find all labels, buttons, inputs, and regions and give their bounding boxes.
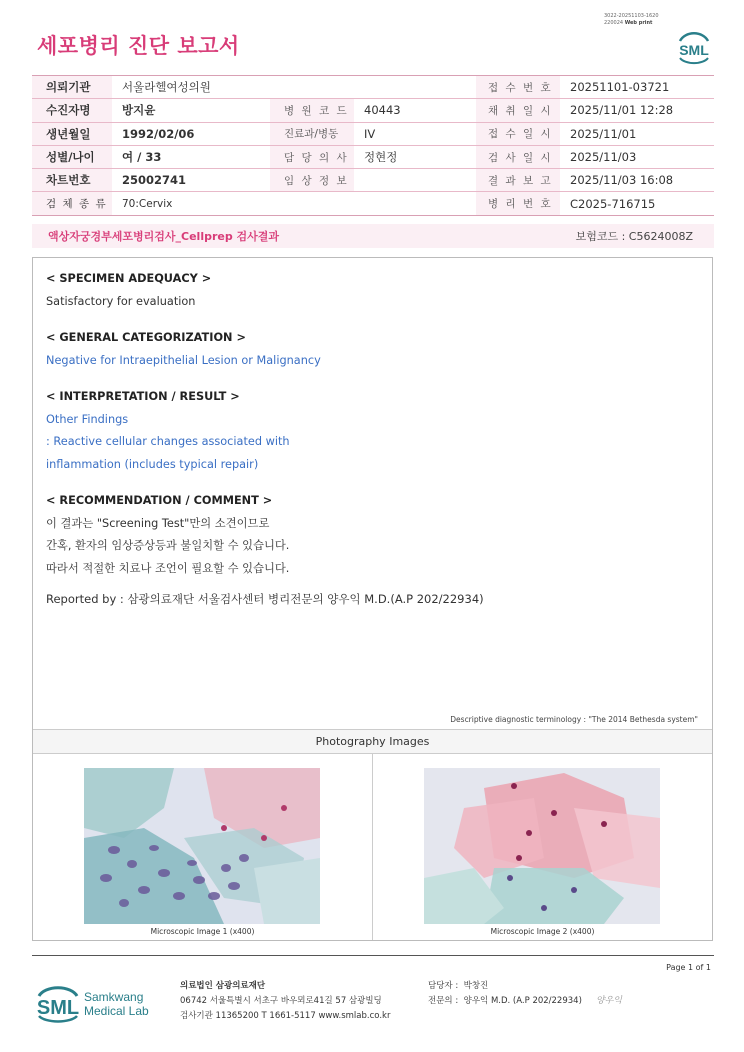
interpretation-line: inflammation (includes typical repair) [46, 457, 259, 471]
label: 수진자명 [32, 99, 112, 122]
microscopic-image-1 [84, 768, 320, 924]
svg-text:SML: SML [679, 42, 709, 58]
info-row [32, 169, 714, 192]
specimen-adequacy-text: Satisfactory for evaluation [46, 294, 196, 308]
svg-text:SML: SML [37, 997, 80, 1019]
signature: 양우익 [595, 996, 622, 1006]
exam-name: 액상자궁경부세포병리검사_Cellprep 검사결과 [48, 230, 280, 243]
org-contact: 검사기관 11365200 T 1661-5117 www.smlab.co.kr [180, 1011, 391, 1021]
value: C2025-716715 [560, 192, 714, 215]
photography-header: Photography Images [33, 729, 712, 754]
recommendation-line: 간혹, 환자의 임상증상등과 불일치할 수 있습니다. [46, 539, 290, 552]
value: 70:Cervix [112, 192, 476, 215]
recommendation-heading: < RECOMMENDATION / COMMENT > [46, 494, 273, 507]
sml-logo [674, 27, 714, 65]
specialist-label: 전문의 : [428, 996, 459, 1006]
label: 접 수 번 호 [476, 76, 560, 99]
value: 25002741 [112, 169, 270, 192]
general-categorization-heading: < GENERAL CATEGORIZATION > [46, 331, 246, 344]
interpretation-heading: < INTERPRETATION / RESULT > [46, 390, 240, 403]
footer-staff-info [428, 979, 622, 1009]
info-row [32, 99, 714, 122]
general-categorization-text: Negative for Intraepithelial Lesion or Malignancy [46, 353, 321, 367]
print-id: 3022-20251103-1620 220024 Web print [604, 13, 659, 26]
info-row [32, 122, 714, 145]
svg-text:Samkwang: Samkwang [84, 990, 144, 1004]
value: 정현정 [354, 145, 476, 168]
photo-divider [372, 754, 373, 940]
samkwang-logo [37, 982, 167, 1024]
label: 임 상 정 보 [270, 169, 354, 192]
info-row [32, 145, 714, 168]
image-2-caption: Microscopic Image 2 (x400) [490, 927, 595, 936]
label: 담 당 의 사 [270, 145, 354, 168]
specimen-adequacy-heading: < SPECIMEN ADEQUACY > [46, 272, 212, 285]
exam-bar [32, 224, 714, 248]
info-row [32, 192, 714, 215]
label: 접 수 일 시 [476, 122, 560, 145]
value: 2025/11/03 16:08 [560, 169, 714, 192]
footer-org-info [180, 979, 390, 1024]
value: 서울라헬여성의원 [112, 76, 476, 99]
interpretation-line: Other Findings [46, 412, 129, 426]
label: 진료과/병동 [270, 122, 354, 145]
value: 여 / 33 [112, 145, 270, 168]
page-number: Page 1 of 1 [666, 963, 711, 972]
svg-text:Medical Lab: Medical Lab [84, 1004, 149, 1018]
label: 채 취 일 시 [476, 99, 560, 122]
label: 생년월일 [32, 122, 112, 145]
value: 방지윤 [112, 99, 270, 122]
value: 2025/11/01 [560, 122, 714, 145]
label: 병 원 코 드 [270, 99, 354, 122]
label: 검 체 종 류 [32, 192, 112, 215]
label: 차트번호 [32, 169, 112, 192]
value: IV [354, 122, 476, 145]
manager-label: 담당자 : [428, 981, 459, 991]
reported-by: Reported by : 삼광의료재단 서울검사센터 병리전문의 양우익 M.D.(A.P 202/22934) [46, 592, 484, 606]
org-name: 의료법인 삼광의료재단 [180, 981, 266, 991]
info-row [32, 76, 714, 99]
value: 2025/11/01 12:28 [560, 99, 714, 122]
image-1-caption: Microscopic Image 1 (x400) [150, 927, 255, 936]
value: 20251101-03721 [560, 76, 714, 99]
report-title: 세포병리 진단 보고서 [37, 34, 240, 58]
terminology-note: Descriptive diagnostic terminology : "The 2014 Bethesda system" [450, 715, 698, 724]
label: 의뢰기관 [32, 76, 112, 99]
value: 40443 [354, 99, 476, 122]
report-content [46, 268, 484, 611]
insurance-code: 보험코드 : C5624008Z [575, 230, 693, 243]
label: 검 사 일 시 [476, 145, 560, 168]
value: 1992/02/06 [112, 122, 270, 145]
interpretation-line: : Reactive cellular changes associated with [46, 435, 290, 448]
microscopic-image-2 [424, 768, 660, 924]
label: 성별/나이 [32, 145, 112, 168]
patient-info-table [32, 75, 714, 216]
value: 2025/11/03 [560, 145, 714, 168]
org-address: 06742 서울특별시 서초구 바우뫼로41길 57 삼광빌딩 [180, 996, 382, 1006]
specialist-name: 양우익 M.D. (A.P 202/22934) [463, 996, 582, 1006]
report-box [32, 257, 713, 941]
manager-name: 박창진 [463, 981, 489, 991]
label: 결 과 보 고 [476, 169, 560, 192]
footer-divider [32, 955, 714, 956]
recommendation-line: 따라서 적절한 치료나 조언이 필요할 수 있습니다. [46, 561, 290, 575]
label: 병 리 번 호 [476, 192, 560, 215]
value [354, 169, 476, 192]
recommendation-line: 이 결과는 "Screening Test"만의 소견이므로 [46, 516, 270, 530]
